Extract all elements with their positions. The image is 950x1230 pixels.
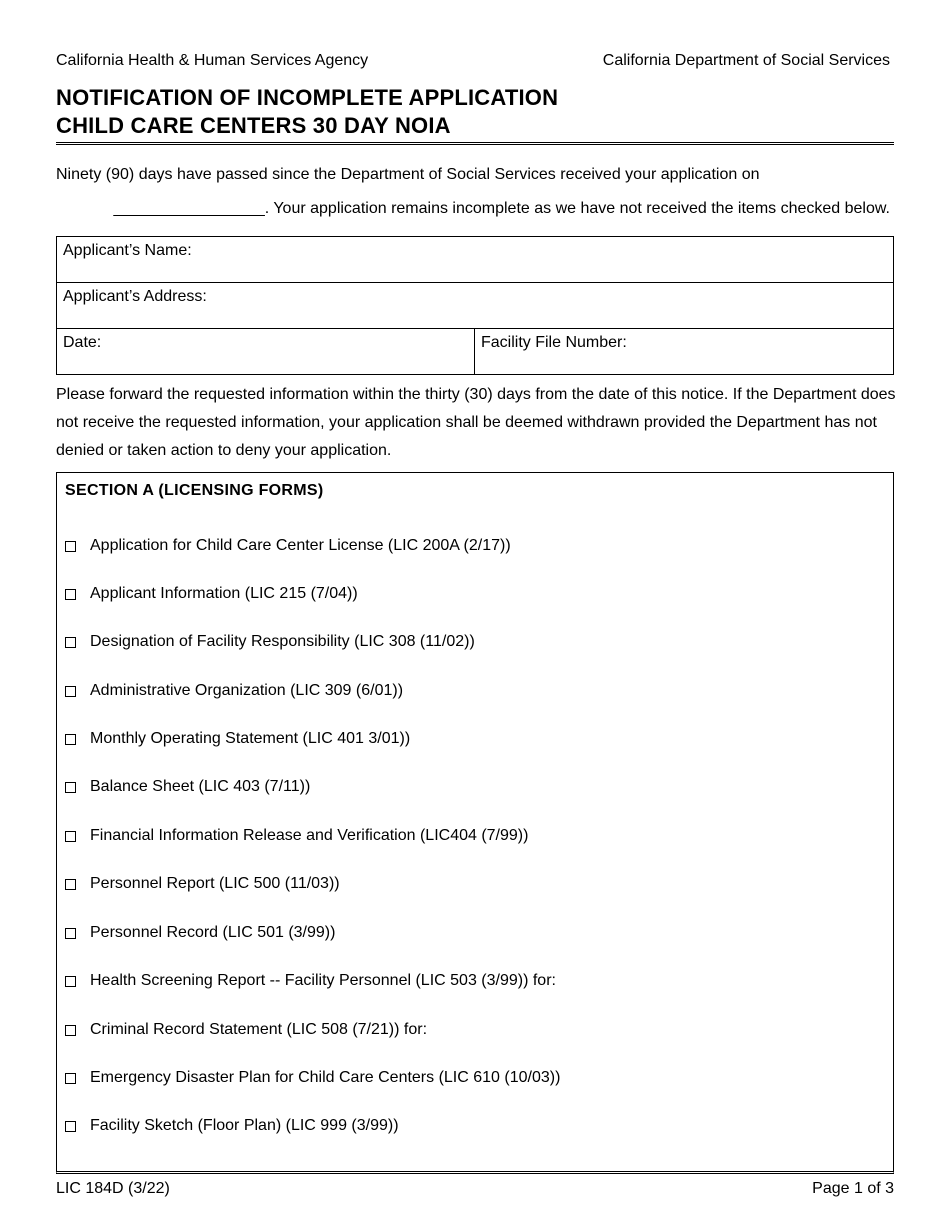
- section-a-box: [56, 472, 894, 1174]
- date-file-row: [57, 329, 893, 374]
- checkbox[interactable]: [65, 782, 76, 793]
- checklist-item: [65, 827, 528, 845]
- title-line-1: NOTIFICATION OF INCOMPLETE APPLICATION: [56, 85, 559, 110]
- checkbox[interactable]: [65, 1073, 76, 1084]
- applicant-address-label: Applicant’s Address:: [63, 288, 207, 305]
- checklist-item-label: Balance Sheet (LIC 403 (7/11)): [90, 778, 311, 795]
- date-field[interactable]: [57, 329, 475, 374]
- checklist-item-label: Facility Sketch (Floor Plan) (LIC 999 (3/99)): [90, 1117, 399, 1134]
- checklist-item: [65, 1069, 560, 1087]
- checklist-item: [65, 682, 403, 700]
- checklist-item-label: Personnel Record (LIC 501 (3/99)): [90, 924, 336, 941]
- checkbox[interactable]: [65, 1025, 76, 1036]
- checkbox[interactable]: [65, 637, 76, 648]
- intro-text-line-2: _________________. Your application remains incomplete as we have not received the items checked below.: [113, 200, 890, 217]
- instructions-paragraph: Please forward the requested information within the thirty (30) days from the date of this notice. If the Department does not receive the requested information, your application shall be deemed withdrawn provided the Department has not denied or taken action to deny your application.: [56, 386, 896, 459]
- checkbox[interactable]: [65, 541, 76, 552]
- checklist-item: [65, 875, 340, 893]
- checklist-item-label: Monthly Operating Statement (LIC 401 3/01)): [90, 730, 411, 747]
- checkbox[interactable]: [65, 879, 76, 890]
- applicant-name-field[interactable]: [57, 237, 893, 282]
- checklist-item: [65, 730, 410, 748]
- department-name: California Department of Social Services: [602, 52, 890, 69]
- checklist-item-label: Health Screening Report -- Facility Personnel (LIC 503 (3/99)) for:: [90, 972, 556, 989]
- checklist-item-label: Administrative Organization (LIC 309 (6/01)): [90, 682, 404, 699]
- page-header: [56, 52, 890, 70]
- checklist-item-label: Criminal Record Statement (LIC 508 (7/21)) for:: [90, 1021, 428, 1038]
- title-line-2: CHILD CARE CENTERS 30 DAY NOIA: [56, 113, 451, 138]
- page-footer: [56, 1180, 894, 1198]
- checklist-item: [65, 537, 511, 555]
- document-title: [56, 84, 894, 145]
- intro-text-line-1: Ninety (90) days have passed since the Department of Social Services received your application on: [56, 166, 760, 183]
- checklist-item: [65, 1117, 399, 1135]
- checkbox[interactable]: [65, 976, 76, 987]
- checklist-item-label: Emergency Disaster Plan for Child Care Centers (LIC 610 (10/03)): [90, 1069, 561, 1086]
- applicant-address-row: [57, 283, 893, 329]
- checkbox[interactable]: [65, 589, 76, 600]
- applicant-address-field[interactable]: [57, 283, 893, 328]
- checklist-item: [65, 1021, 427, 1039]
- applicant-name-label: Applicant’s Name:: [63, 242, 192, 259]
- date-label: Date:: [63, 334, 102, 351]
- checklist-item-label: Designation of Facility Responsibility (LIC 308 (11/02)): [90, 633, 475, 650]
- form-id: LIC 184D (3/22): [56, 1180, 170, 1197]
- checklist-item: [65, 924, 335, 942]
- facility-file-number-field[interactable]: [475, 329, 893, 374]
- checklist-item-label: Personnel Report (LIC 500 (11/03)): [90, 875, 340, 892]
- checklist-item: [65, 585, 358, 603]
- agency-name: California Health & Human Services Agency: [56, 52, 369, 69]
- checkbox[interactable]: [65, 831, 76, 842]
- applicant-info-table: [56, 236, 894, 375]
- checklist-item-label: Applicant Information (LIC 215 (7/04)): [90, 585, 358, 602]
- facility-file-number-label: Facility File Number:: [481, 334, 627, 351]
- checklist-item-label: Financial Information Release and Verification (LIC404 (7/99)): [90, 827, 529, 844]
- checkbox[interactable]: [65, 686, 76, 697]
- checklist-item-label: Application for Child Care Center License (LIC 200A (2/17)): [90, 537, 511, 554]
- checkbox[interactable]: [65, 734, 76, 745]
- applicant-name-row: [57, 237, 893, 283]
- checkbox[interactable]: [65, 1121, 76, 1132]
- section-a-title: SECTION A (LICENSING FORMS): [65, 482, 324, 499]
- checkbox[interactable]: [65, 928, 76, 939]
- checklist-item: [65, 633, 475, 651]
- checklist-item: [65, 778, 310, 796]
- checklist-item: [65, 972, 556, 990]
- page-number: Page 1 of 3: [812, 1180, 894, 1197]
